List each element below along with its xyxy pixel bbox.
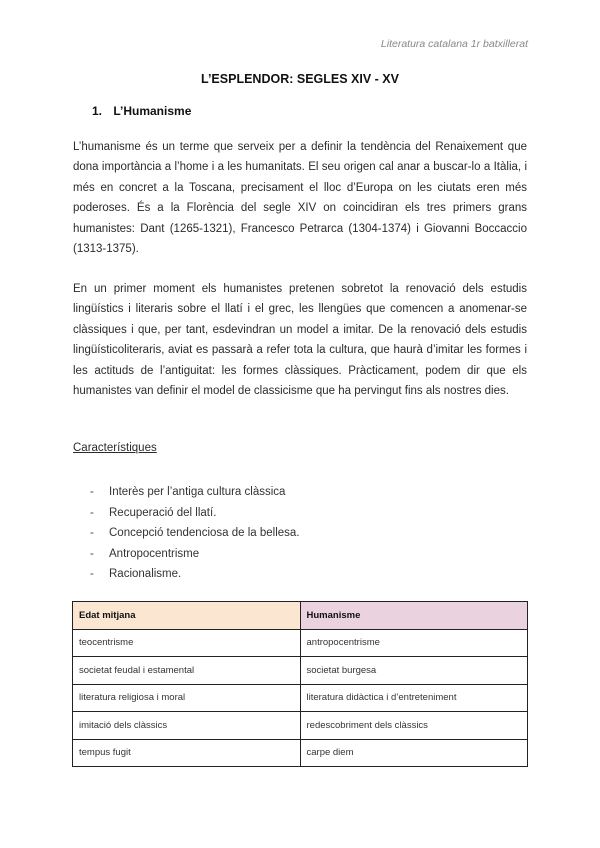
comparison-table — [72, 601, 528, 767]
header-humanisme: Humanisme — [300, 602, 528, 630]
page-title: L’ESPLENDOR: SEGLES XIV - XV — [201, 72, 399, 86]
table-row — [73, 684, 528, 712]
table-cell: societat feudal i estamental — [73, 657, 301, 685]
list-item — [90, 564, 300, 585]
table-cell: literatura didàctica i d’entreteniment — [300, 684, 528, 712]
list-item-text: Concepció tendenciosa de la bellesa. — [109, 527, 300, 539]
list-item-text: Interès per l’antiga cultura clàssica — [109, 486, 286, 498]
table-cell: tempus fugit — [73, 739, 301, 767]
section-title: L’Humanisme — [113, 104, 192, 118]
section-heading — [92, 104, 191, 118]
table-cell: redescobriment dels clàssics — [300, 712, 528, 740]
characteristics-heading: Característiques — [73, 442, 157, 454]
table-row — [73, 712, 528, 740]
table-cell: antropocentrisme — [300, 629, 528, 657]
list-item — [90, 482, 300, 503]
dash-bullet: - — [90, 486, 94, 498]
header-note: Literatura catalana 1r batxillerat — [380, 38, 528, 50]
list-item — [90, 503, 300, 524]
section-number: 1. — [92, 104, 103, 118]
table-row — [73, 629, 528, 657]
list-item — [90, 544, 300, 565]
paragraph-intro: L’humanisme és un terme que serveix per a definir la tendència del Renaixement que dona importància a l’home i a les humanitats. El seu origen cal anar a buscar-lo a Itàlia, i més en concret a la Toscana, precisament el lloc d’Europa on les ciutats eren més poderoses. És a la Florència del segle XIV on coincidiran els tres primers grans humanistes: Dant (1265-1321), Francesco Petrarca (1304-1374) i Giovanni Boccaccio (1313-1375). — [73, 141, 527, 256]
table-cell: societat burgesa — [300, 657, 528, 685]
list-item-text: Racionalisme. — [109, 568, 182, 580]
table-row — [73, 657, 528, 685]
characteristics-list — [90, 482, 300, 585]
table-header-row — [73, 602, 528, 630]
table-cell: imitació dels clàssics — [73, 712, 301, 740]
table-cell: teocentrisme — [73, 629, 301, 657]
table-cell: carpe diem — [300, 739, 528, 767]
table-row — [73, 739, 528, 767]
dash-bullet: - — [90, 506, 94, 519]
list-item-text: Antropocentrisme — [109, 547, 200, 560]
dash-bullet: - — [90, 547, 94, 560]
dash-bullet: - — [90, 527, 94, 539]
paragraph-renewal: En un primer moment els humanistes pretenen sobretot la renovació dels estudis lingüístics i literaris sobre el llatí i el grec, les llengües que comencen a anomenar-se clàssiques i que, per tant, esdevindran un model a imitar. De la renovació dels estudis lingüísticoliteraris, aviat es passarà a refer tota la cultura, que haurà d’imitar les formes i les actituds de l’antiguitat: les formes clàssiques. Pràcticament, podem dir que els humanistes van definir el model de classicisme que ha pervingut fins als nostres dies. — [73, 283, 527, 398]
header-edat-mitjana: Edat mitjana — [73, 602, 301, 630]
list-item-text: Recuperació del llatí. — [109, 506, 217, 519]
list-item — [90, 523, 300, 544]
dash-bullet: - — [90, 568, 94, 580]
table-cell: literatura religiosa i moral — [73, 684, 301, 712]
